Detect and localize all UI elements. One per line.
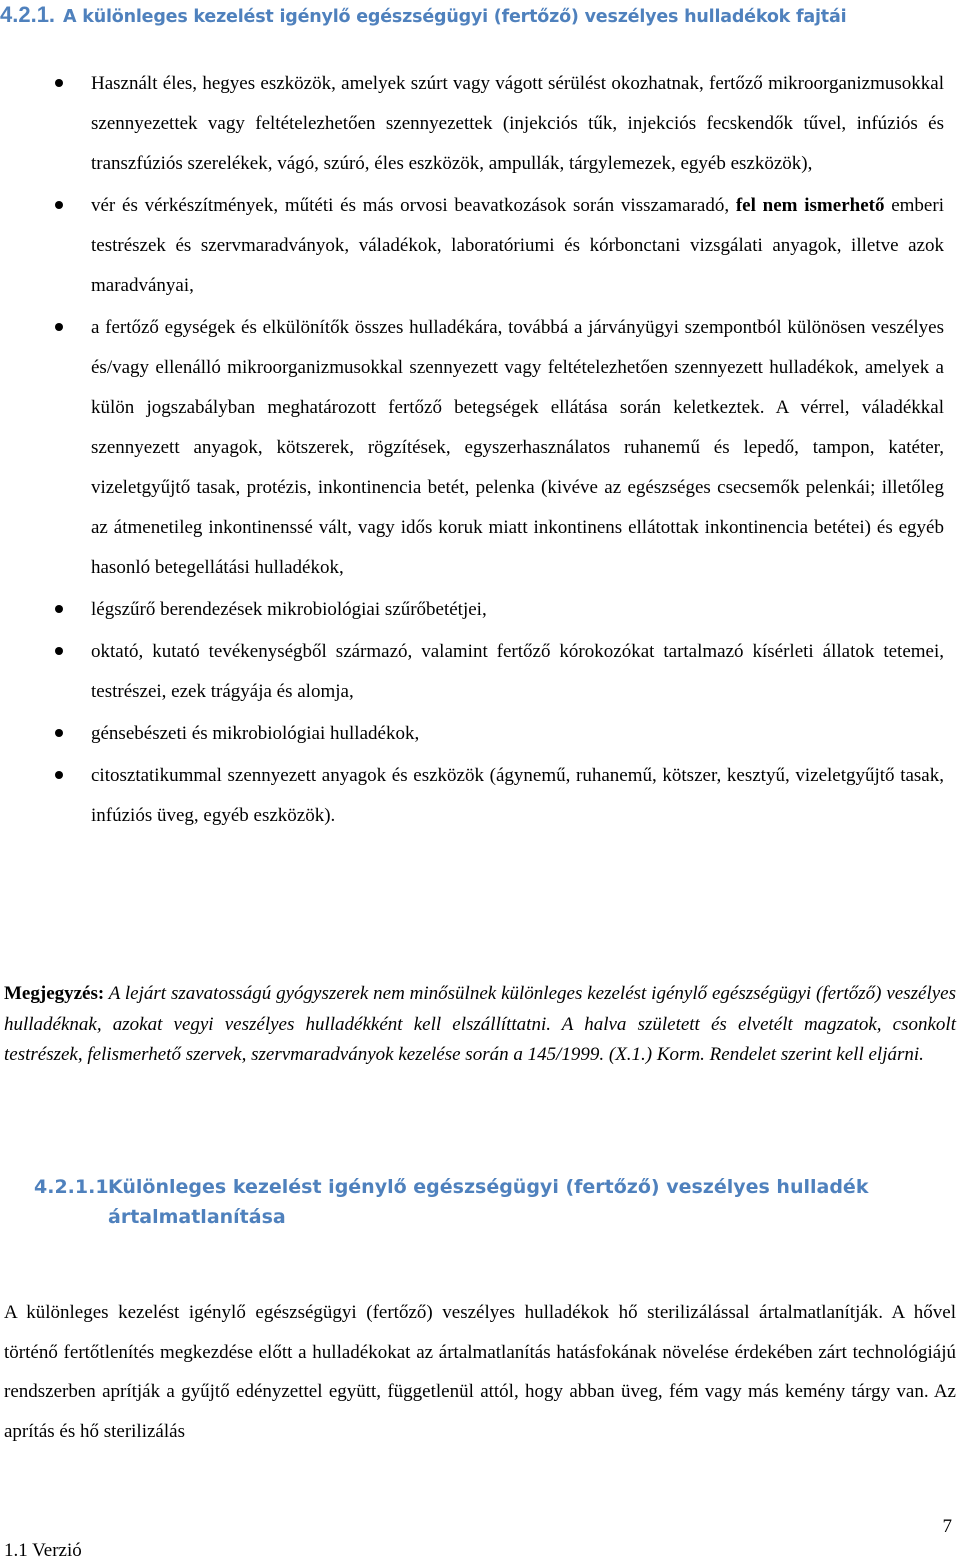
list-item (0, 756, 960, 836)
note-label: Megjegyzés: (4, 983, 105, 1004)
page-number: 7 (942, 1516, 952, 1537)
section-heading (0, 2, 960, 28)
subsection-title: Különleges kezelést igénylő egészségügyi (fertőző) veszélyes hulladék ártalmatlanítása (108, 1176, 869, 1228)
bullet-icon (55, 647, 63, 655)
subsection-number: 4.2.1.1. (34, 1176, 116, 1198)
list-item-text: citosztatikummal szennyezett anyagok és eszközök (ágynemű, ruhanemű, kötszer, kesztyű, vizeletgyűjtő tasak, infúziós üveg, egyéb eszközök). (91, 765, 944, 826)
bullet-icon (55, 79, 63, 87)
section-number: 4.2.1. (0, 2, 56, 27)
list-item-text: a fertőző egységek és elkülönítők összes hulladékára, továbbá a járványügyi szempontból különösen veszélyes és/vagy ellenálló mikroorganizmusokkal szennyezett vagy feltételezhetően szennyezett hulladékok, amelyek a külön jogszabályban meghatározott fertőző betegségek ellátása során keletkeztek. A vérrel, váladékkal szennyezett anyagok, kötszerek, rögzítések, egyszerhasználatos ruhanemű és lepedő, tampon, katéter, vizeletgyűjtő tasak, protézis, inkontinencia betét, pelenka (kivéve az egészséges csecsemők pelenkái; illetőleg az átmenetileg inkontinenssé vált, vagy idős koruk miatt inkontinens ellátottak inkontinencia betétei) és egyéb hasonló betegellátási hulladékok, (91, 317, 944, 578)
bullet-icon (55, 605, 63, 613)
list-item-text: légszűrő berendezések mikrobiológiai szűrőbetétjei, (91, 599, 487, 620)
list-item-text: Használt éles, hegyes eszközök, amelyek szúrt vagy vágott sérülést okozhatnak, fertőző mikroorganizmusokkal szennyezettek vagy feltételezhetően szennyezettek (injekciós tűk, injekciós fecskendők tűvel, infúziós és transzfúziós szerelékek, vágó, szúró, éles eszközök, ampullák, tárgylemezek, egyéb eszközök), (91, 73, 944, 174)
list-item-text: emberi testrészek és szervmaradványok, váladékok, laboratóriumi és kórbonctani vizsgálati anyagok, illetve azok maradványai, (91, 195, 944, 296)
list-item-text: oktató, kutató tevékenységből származó, valamint fertőző kórokozókat tartalmazó kísérleti állatok tetemei, testrészei, ezek trágyája és alomja, (91, 641, 944, 702)
note-paragraph (4, 979, 956, 1071)
list-item (0, 714, 960, 754)
list-item (0, 64, 960, 184)
list-item (0, 186, 960, 306)
bullet-icon (55, 323, 63, 331)
subsection-heading (34, 1172, 934, 1232)
list-item-text: vér és vérkészítmények, műtéti és más orvosi beavatkozások során visszamaradó, (91, 195, 736, 216)
waste-type-list (0, 64, 960, 838)
list-item (0, 632, 960, 712)
body-paragraph: A különleges kezelést igénylő egészségügyi (fertőző) veszélyes hulladékok hő sterilizálással ártalmatlanítják. A hővel történő fertőtlenítés megkezdése előtt a hulladékokat az ártalmatlanítás hatásfokának növelése érdekében zárt technológiájú rendszerben aprítják a gyűjtő edényzettel együtt, függetlenül attól, hogy abban üveg, fém vagy más kemény tárgy van. Az aprítás és hő sterilizálás (4, 1302, 956, 1442)
footer-version: 1.1 Verzió (4, 1540, 82, 1561)
emphasis-text: fel nem ismerhető (735, 195, 885, 216)
bullet-icon (55, 201, 63, 209)
bullet-icon (55, 729, 63, 737)
list-item-text: génsebészeti és mikrobiológiai hulladékok, (91, 723, 420, 744)
note-text: A lejárt szavatosságú gyógyszerek nem minősülnek különleges kezelést igénylő egészségügyi (fertőző) veszélyes hulladéknak, azokat vegyi veszélyes hulladékként kell elszállíttatni. A halva született és elvetélt magzatok, csonkolt testrészek, felismerhető szervek, szervmaradványok kezelése során a 145/1999. (X.1.) Korm. Rendelet szerint kell eljárni. (4, 983, 956, 1065)
bullet-icon (55, 771, 63, 779)
list-item (0, 308, 960, 588)
section-title: A különleges kezelést igénylő egészségügyi (fertőző) veszélyes hulladékok fajtái (63, 7, 847, 27)
list-item (0, 590, 960, 630)
